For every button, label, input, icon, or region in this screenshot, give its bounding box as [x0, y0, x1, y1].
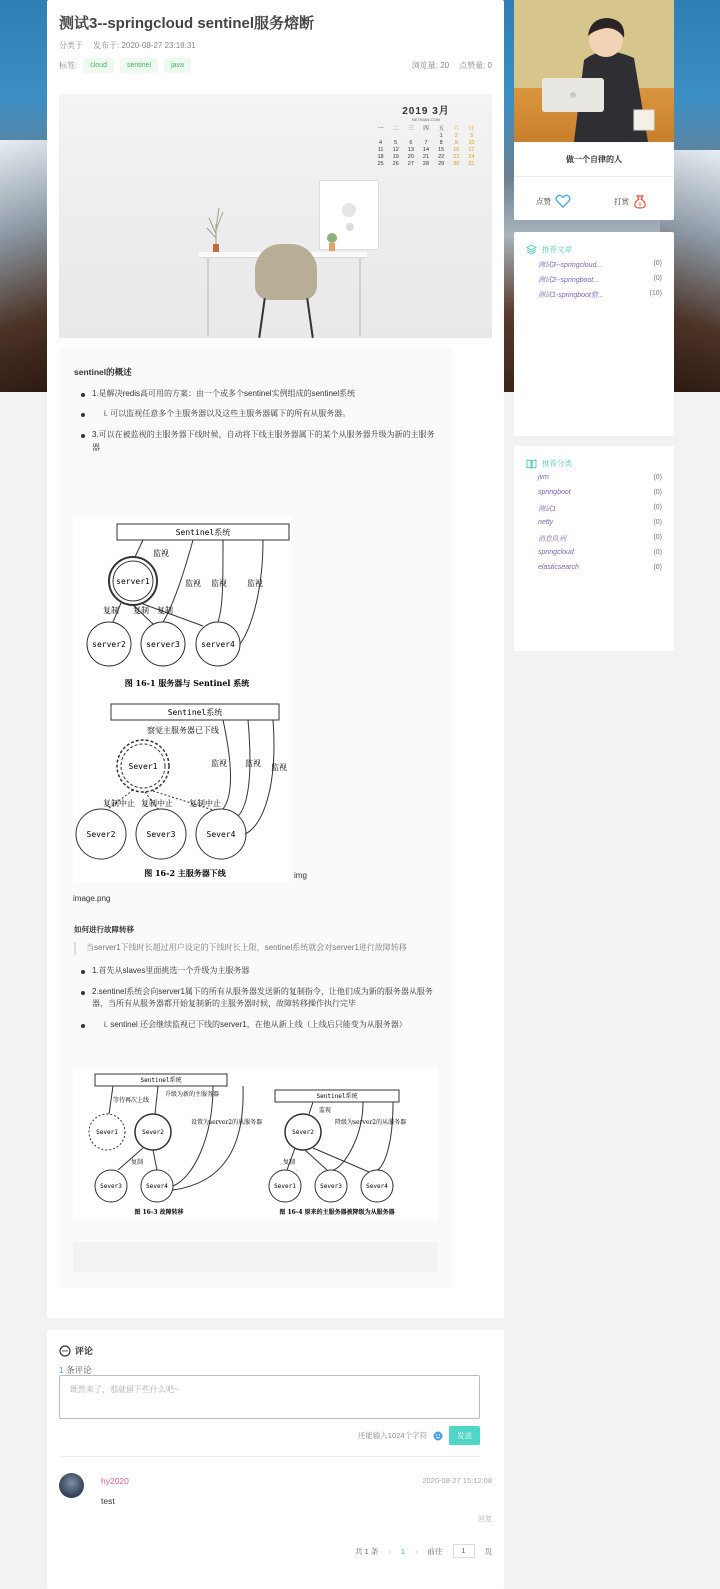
comment-count: 1 条评论 — [59, 1365, 92, 1375]
fig4-sever4: Sever4 — [366, 1183, 388, 1190]
comment-user[interactable]: hy2020 — [101, 1476, 129, 1486]
tag-cloud[interactable]: cloud — [83, 58, 114, 73]
list-item[interactable]: springcloud (0) — [538, 549, 662, 556]
fig2-stop2: 复制中止 — [141, 799, 173, 808]
diagram-sentinel-system — [73, 516, 291, 882]
prev-page-icon[interactable]: ‹ — [388, 1546, 391, 1556]
article-card — [47, 0, 504, 1318]
list-item: 1.是解决redis高可用的方案：由一个或多个sentinel实例组成的sentinel系统 — [74, 388, 439, 401]
svg-text:¥: ¥ — [638, 202, 642, 208]
fig1-replicate: 复制 — [103, 606, 119, 615]
calendar-day: 3 — [469, 133, 473, 139]
fig4-sever2: Sever2 — [292, 1129, 314, 1136]
fig1-replicate2: 复制 — [133, 606, 149, 615]
calendar-day — [404, 133, 417, 139]
like-count: 点赞量: 0 — [459, 61, 492, 70]
calendar-day: 28 — [422, 161, 430, 167]
calendar-day: 24 — [468, 154, 475, 160]
like-button[interactable]: 点赞 — [536, 194, 571, 208]
fig2-sever4: Sever4 — [206, 830, 236, 839]
recommended-title: 推荐文章 — [526, 244, 572, 255]
next-page-icon[interactable]: › — [415, 1546, 418, 1556]
fig2-box-label: Sentinel系统 — [167, 708, 223, 717]
emoji-icon[interactable] — [433, 1431, 443, 1441]
profile-illustration — [514, 0, 674, 142]
calendar-day: 30 — [453, 161, 460, 167]
calendar-day: 27 — [407, 161, 414, 167]
overview-list — [74, 388, 439, 455]
calendar-day: 31 — [468, 161, 475, 167]
fig1-monitor2: 监视 — [185, 579, 201, 588]
list-item[interactable]: springboot (0) — [538, 489, 662, 496]
list-item[interactable]: jvm (0) — [538, 474, 662, 481]
fig2-monitor: 监视 — [211, 759, 227, 768]
fig1-server1: server1 — [116, 577, 150, 586]
fig1-monitor3: 监视 — [211, 579, 227, 588]
fig1-server2: server2 — [92, 640, 126, 649]
calendar-day: 1 — [439, 133, 443, 139]
diagram-failover — [73, 1068, 438, 1220]
calendar-day: 15 — [438, 147, 445, 153]
cover-image — [59, 94, 492, 338]
fig3-box-label: Sentinel系统 — [140, 1077, 182, 1084]
fig3-replicate: 复制 — [131, 1159, 144, 1166]
fig2-sever1: Sever1 — [128, 762, 158, 771]
fig2-sever3: Sever3 — [146, 830, 176, 839]
calendar-day: 10 — [468, 140, 475, 146]
calendar-day: 22 — [438, 154, 445, 160]
fig4-downgrade: 降级为server2的从服务器 — [335, 1119, 407, 1126]
calendar-day: 8 — [439, 140, 443, 146]
reward-button[interactable]: 打赏 ¥ — [614, 194, 647, 209]
fig2-monitor3: 监视 — [271, 763, 287, 772]
fig3-sever4: Sever4 — [146, 1183, 168, 1190]
plant-icon — [205, 204, 227, 254]
calendar — [374, 102, 478, 167]
post-stats — [412, 60, 492, 71]
calendar-weekday: 二 — [392, 126, 399, 132]
fig1-server4: server4 — [201, 640, 235, 649]
calendar-weekday: 一 — [377, 126, 384, 132]
image-alt: img — [294, 871, 307, 880]
fig2-monitor2: 监视 — [245, 759, 261, 768]
calendar-day: 18 — [377, 154, 384, 160]
fig4-monitor: 监视 — [319, 1107, 332, 1114]
list-item[interactable]: 测试2--springboot... (0) — [538, 275, 662, 284]
recommended-list — [538, 260, 662, 305]
calendar-day: 12 — [392, 147, 399, 153]
calendar-weekday: 五 — [438, 126, 444, 132]
comment-footer — [358, 1426, 480, 1445]
calendar-day: 29 — [438, 161, 445, 167]
small-plant-icon — [325, 232, 339, 252]
fig2-stop3: 复制中止 — [189, 799, 221, 808]
calendar-day: 2 — [454, 133, 458, 139]
book-icon — [526, 458, 537, 469]
recommended-articles-card — [514, 232, 674, 436]
page-jump-input[interactable]: 1 — [453, 1544, 475, 1558]
avatar[interactable] — [59, 1473, 84, 1498]
pager-goto: 前往 — [427, 1546, 443, 1556]
calendar-day — [374, 133, 387, 139]
calendar-weekday: 四 — [423, 126, 429, 132]
fig3-sever2: Sever2 — [142, 1129, 164, 1136]
pagination — [355, 1544, 492, 1558]
list-item[interactable]: 测试1-springboot整... (10) — [538, 290, 662, 299]
fig1-server3: server3 — [146, 640, 180, 649]
fig3-wait: 等待再次上线 — [113, 1097, 150, 1104]
fig1-monitor: 监视 — [153, 549, 169, 558]
chair — [255, 244, 317, 300]
categories-title: 推荐分类 — [526, 458, 572, 469]
fig4-box-label: Sentinel系统 — [316, 1093, 358, 1100]
fig3-sever3: Sever3 — [100, 1183, 122, 1190]
post-title: 测试3--springcloud sentinel服务熔断 — [59, 15, 315, 32]
tags-label: 标签: — [59, 61, 78, 70]
list-item: i. 可以监视任意多个主服务器以及这些主服务器属下的所有从服务器。 — [74, 408, 439, 421]
fig1-box-label: Sentinel系统 — [175, 528, 231, 537]
calendar-weekday: 日 — [468, 126, 475, 132]
list-item[interactable]: netty (0) — [538, 519, 662, 526]
comment-title: 评论 — [59, 1344, 93, 1357]
failover-quote: 当server1下线时长超过用户设定的下线时长上限，sentinel系统就会对server1进行故障转移 — [74, 942, 439, 955]
section-heading-overview: sentinel的概述 — [74, 367, 132, 377]
recommended-categories-card — [514, 446, 674, 651]
code-block-empty — [73, 1242, 438, 1272]
fig4-sever1: Sever1 — [274, 1183, 296, 1190]
fig1-caption: 图 16-1 服务器与 Sentinel 系统 — [124, 678, 250, 688]
comment-time: 2020-08-27 15:12:08 — [422, 1476, 492, 1485]
fig4-caption: 图 16-4 原来的主服务器被降级为从服务器 — [279, 1209, 395, 1216]
profile-name: 做一个自律的人 — [566, 155, 622, 164]
heart-icon — [555, 194, 571, 208]
publish-date: 发布于: 2020-08-27 23:18:31 — [93, 41, 196, 50]
pager-current[interactable]: 1 — [400, 1546, 405, 1556]
calendar-day: 17 — [468, 147, 475, 153]
fig1-replicate3: 复制 — [157, 606, 173, 615]
calendar-weekday: 三 — [408, 126, 414, 132]
calendar-day: 6 — [409, 140, 413, 146]
tag-sentinel[interactable]: sentinel — [120, 58, 158, 73]
fig1-monitor4: 监视 — [247, 579, 263, 588]
calendar-day: 11 — [377, 147, 384, 153]
tag-java[interactable]: java — [164, 58, 191, 73]
fig2-offline-notice: 察觉主服务器已下线 — [147, 726, 219, 735]
calendar-day: 20 — [407, 154, 414, 160]
tag-list — [59, 58, 191, 73]
calendar-day: 19 — [392, 154, 399, 160]
profile-card — [514, 0, 674, 220]
list-item[interactable]: 测试1 (0) — [538, 504, 662, 513]
view-count: 浏览量: 20 — [411, 61, 450, 70]
calendar-title: 2019 3月 — [402, 106, 450, 117]
fig2-sever2: Sever2 — [86, 830, 116, 839]
layers-icon — [526, 244, 537, 255]
fig4-sever3: Sever3 — [320, 1183, 342, 1190]
calendar-site: NETBIAN.COM — [412, 117, 440, 122]
char-remaining: 还能输入1024个字符 — [357, 1431, 427, 1440]
failover-list — [74, 965, 439, 1032]
fig2-stop: 复制中止 — [103, 799, 135, 808]
post-meta — [59, 40, 196, 51]
section-heading-failover: 如何进行故障转移 — [74, 925, 134, 934]
list-item: i. sentinel 还会继续监视已下线的server1，在他从新上线（上线后只能变为从服务器） — [74, 1019, 439, 1032]
money-bag-icon — [633, 194, 647, 209]
fig3-sever1: Sever1 — [96, 1129, 118, 1136]
calendar-day — [419, 133, 432, 139]
pager-total: 共 1 条 — [354, 1546, 379, 1556]
categories-list — [538, 474, 662, 579]
fig2-caption: 图 16-2 主服务器下线 — [144, 868, 226, 878]
calendar-day: 4 — [379, 140, 383, 146]
pager-suffix: 页 — [484, 1546, 492, 1556]
calendar-day: 21 — [422, 154, 430, 160]
comment-text: test — [101, 1496, 115, 1506]
calendar-grid — [374, 124, 478, 167]
article-content — [59, 348, 452, 1288]
calendar-day: 26 — [392, 161, 399, 167]
calendar-weekday: 六 — [453, 126, 460, 132]
calendar-day: 23 — [453, 154, 460, 160]
send-button[interactable]: 发送 — [449, 1426, 480, 1445]
list-item: 2.sentinel系统会向server1属下的所有从服务器发送新的复制指令，让他们成为新的服务器从服务器，当所有从服务器都开始复制新的主服务器时候，故障转移操作执行完毕 — [74, 986, 439, 1012]
fig3-upgrade: 升级为新的主服务器 — [165, 1091, 220, 1098]
fig4-replicate: 复制 — [283, 1159, 296, 1166]
image-filename: image.png — [73, 894, 111, 903]
fig3-set-slave: 设置为server2的从服务器 — [191, 1119, 263, 1126]
calendar-day: 7 — [424, 140, 428, 146]
calendar-day — [389, 133, 402, 139]
calendar-day: 9 — [454, 140, 458, 146]
calendar-day: 25 — [377, 161, 384, 167]
reply-button[interactable]: 回复 — [478, 1516, 492, 1523]
list-item[interactable]: 测试3--springcloud... (0) — [538, 260, 662, 269]
calendar-day: 14 — [422, 147, 430, 153]
comment-input[interactable]: 既然来了，那就留下些什么吧~ — [59, 1375, 480, 1419]
list-item[interactable]: elasticsearch (0) — [538, 564, 662, 571]
list-item: 3.可以在被监视的主服务器下线时候，自动将下线主服务器属下的某个从服务器升级为新的主服务器 — [74, 429, 439, 455]
comment-card — [47, 1330, 504, 1589]
fig3-caption: 图 16-3 故障转移 — [134, 1209, 184, 1216]
category-label[interactable]: 分类于 — [59, 41, 83, 50]
list-item: 1.首先从slaves里面挑选一个升级为主服务器 — [74, 965, 439, 978]
calendar-day: 13 — [407, 147, 414, 153]
calendar-day: 5 — [394, 140, 398, 146]
list-item[interactable]: 消息队列 (0) — [538, 534, 662, 543]
calendar-day: 16 — [453, 147, 460, 153]
comment-icon — [59, 1345, 71, 1357]
